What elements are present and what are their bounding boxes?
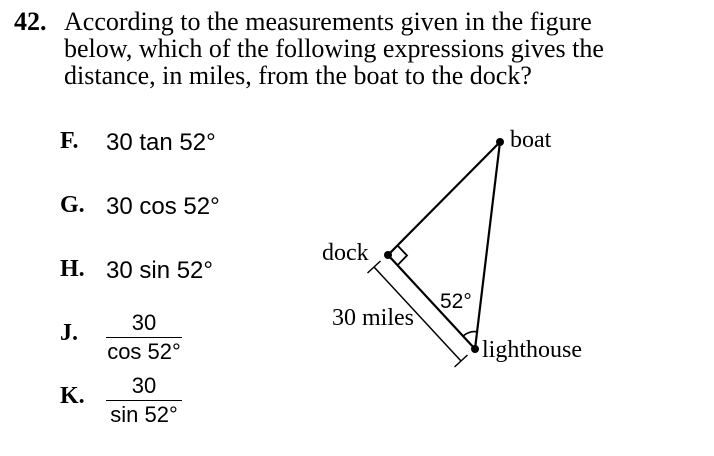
right-angle-marker bbox=[398, 246, 408, 266]
choice-letter: J. bbox=[60, 320, 78, 346]
choice-letter: F. bbox=[60, 128, 79, 154]
choice-letter: K. bbox=[60, 383, 85, 409]
fraction-numerator: 30 bbox=[131, 373, 157, 398]
distance-label: 30 miles bbox=[332, 305, 414, 331]
fraction-denominator: cos 52° bbox=[107, 339, 181, 364]
question-line-2: below, which of the following expressions gives the bbox=[64, 34, 604, 63]
choice-letter: G. bbox=[60, 192, 85, 218]
side-boat-lighthouse bbox=[475, 142, 500, 349]
choice-expression: 30 tan 52° bbox=[106, 129, 216, 156]
lighthouse-label: lighthouse bbox=[482, 337, 582, 363]
angle-arc bbox=[463, 332, 477, 337]
dock-label: dock bbox=[322, 240, 369, 266]
fraction-denominator: sin 52° bbox=[110, 402, 178, 427]
lighthouse-point bbox=[471, 345, 479, 353]
side-boat-dock bbox=[388, 142, 500, 255]
question-line-1: According to the measurements given in the figure bbox=[64, 7, 592, 36]
question-number: 42. bbox=[14, 7, 47, 36]
angle-label: 52° bbox=[440, 290, 472, 313]
choice-expression: 30 cos 52° bbox=[106, 193, 220, 220]
dock-point bbox=[384, 251, 392, 259]
choice-expression: 30 sin 52° bbox=[106, 257, 214, 284]
question-line-3: distance, in miles, from the boat to the dock? bbox=[64, 61, 532, 90]
boat-label: boat bbox=[510, 127, 552, 153]
boat-point bbox=[496, 138, 504, 146]
fraction-numerator: 30 bbox=[131, 310, 157, 335]
choice-letter: H. bbox=[60, 256, 85, 282]
